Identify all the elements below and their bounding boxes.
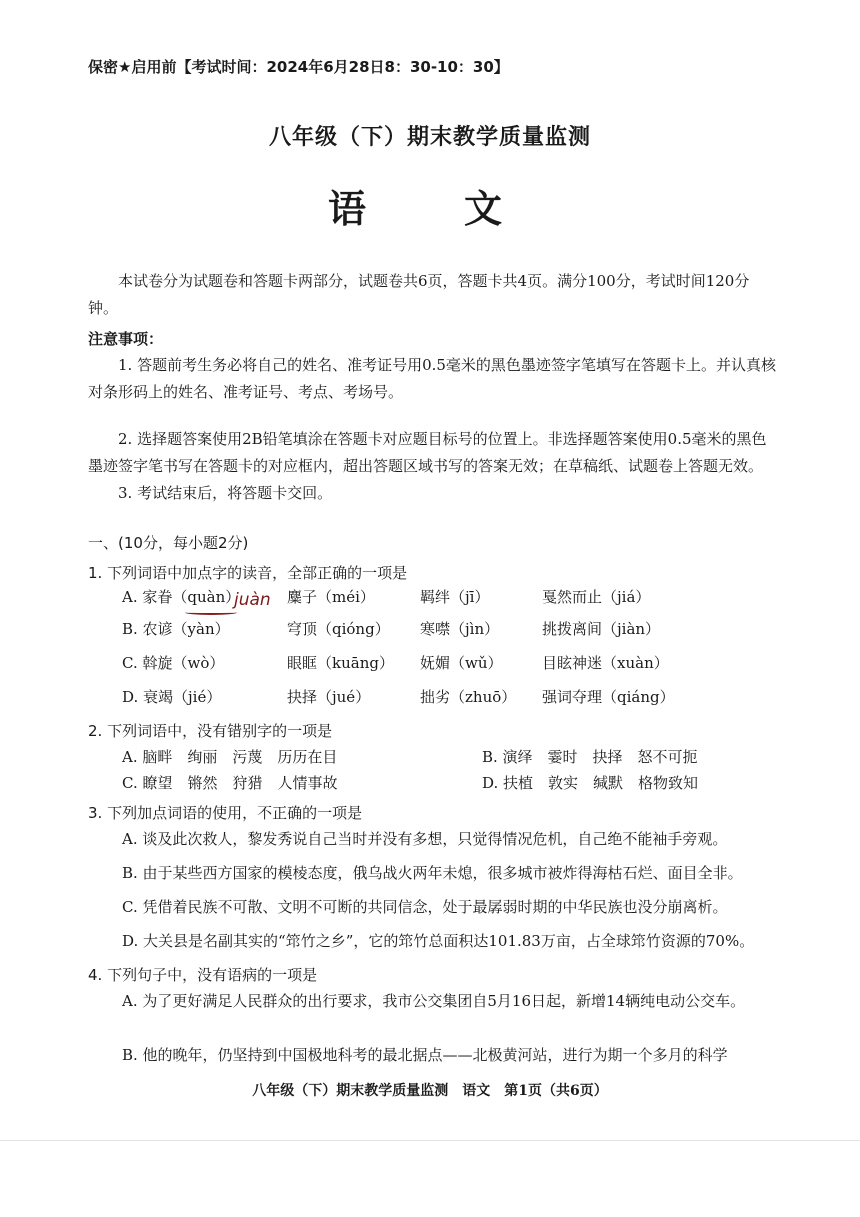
option-d: D. 大关县是名副其实的“筇竹之乡”，它的筇竹总面积达101.83万亩，占全球筇竹资源的70%。 [122, 932, 755, 950]
option-b: B. 由于某些西方国家的模棱态度，俄乌战火两年未熄，很多城市被炸得海枯石烂、面目全非。 [122, 864, 743, 882]
option-word: 麋子（méi） [287, 588, 375, 606]
option-a: A. 脑畔 绚丽 污蔑 历历在目 [122, 748, 338, 766]
page-edge-divider [0, 1140, 860, 1141]
page-title: 语 文 [327, 186, 532, 231]
question-2-stem: 2. 下列词语中，没有错别字的一项是 [88, 722, 333, 740]
note-item: 3. 考试结束后，将答题卡交回。 [118, 484, 333, 502]
option-d: D. 扶植 敦实 缄默 格物致知 [482, 774, 699, 792]
option-word: B. 农谚（yàn） [122, 620, 230, 638]
handwritten-note: juàn [234, 590, 271, 610]
option-word: 强词夺理（qiáng） [542, 688, 675, 706]
note-item: 1. 答题前考生务必将自己的姓名、准考证号用0.5毫米的黑色墨迹签字笔填写在答题卡上。并认真核对条形码上的姓名、准考证号、考点、考场号。 [88, 356, 776, 401]
note-item: 2. 选择题答案使用2B铅笔填涂在答题卡对应题目标号的位置上。非选择题答案使用0.5毫米的黑色墨迹签字笔书写在答题卡的对应框内，超出答题区域书写的答案无效；在草稿纸、试题卷上答题无效。 [88, 430, 767, 475]
notes-heading: 注意事项： [88, 330, 164, 348]
option-word: 寒噤（jìn） [420, 620, 500, 638]
handwritten-underline [185, 610, 237, 615]
option-word: 抉择（jué） [287, 688, 371, 706]
intro-paragraph: 本试卷分为试题卷和答题卡两部分，试题卷共6页，答题卡共4页。满分100分，考试时间120分钟。 [88, 272, 750, 317]
option-word: 拙劣（zhuō） [420, 688, 517, 706]
option-word: 挑拨离间（jiàn） [542, 620, 661, 638]
option-word: 穹顶（qióng） [287, 620, 390, 638]
question-1-stem: 1. 下列词语中加点字的读音，全部正确的一项是 [88, 564, 408, 582]
option-word: C. 斡旋（wò） [122, 654, 225, 672]
option-word: A. 家眷（quàn） [122, 588, 241, 606]
option-word: 目眩神迷（xuàn） [542, 654, 669, 672]
option-word: 羁绊（jī） [420, 588, 490, 606]
option-c: C. 瞭望 锵然 狩猎 人情事故 [122, 774, 338, 792]
option-a: A. 为了更好满足人民群众的出行要求，我市公交集团自5月16日起，新增14辆纯电动公交车。 [122, 992, 746, 1010]
confidential-notice: 保密★启用前【考试时间：2024年6月28日8：30-10：30】 [88, 58, 509, 76]
question-4-stem: 4. 下列句子中，没有语病的一项是 [88, 966, 318, 984]
option-word: D. 衰竭（jié） [122, 688, 222, 706]
option-b: B. 他的晚年，仍坚持到中国极地科考的最北据点——北极黄河站，进行为期一个多月的科学 [122, 1046, 728, 1064]
option-word: 戛然而止（jiá） [542, 588, 651, 606]
section-heading: 一、(10分，每小题2分) [88, 534, 249, 552]
option-word: 眼眶（kuāng） [287, 654, 394, 672]
page-footer: 八年级（下）期末教学质量监测 语文 第1页（共6页） [252, 1083, 608, 1099]
exam-subtitle: 八年级（下）期末教学质量监测 [268, 124, 591, 150]
option-c: C. 凭借着民族不可散、文明不可断的共同信念，处于最孱弱时期的中华民族也没分崩离析。 [122, 898, 728, 916]
option-word: 妩媚（wǔ） [420, 654, 503, 672]
option-a: A. 谈及此次救人，黎发秀说自己当时并没有多想，只觉得情况危机，自己绝不能袖手旁观。 [122, 830, 728, 848]
option-b: B. 演绎 霎时 抉择 怒不可扼 [482, 748, 698, 766]
question-3-stem: 3. 下列加点词语的使用，不正确的一项是 [88, 804, 363, 822]
